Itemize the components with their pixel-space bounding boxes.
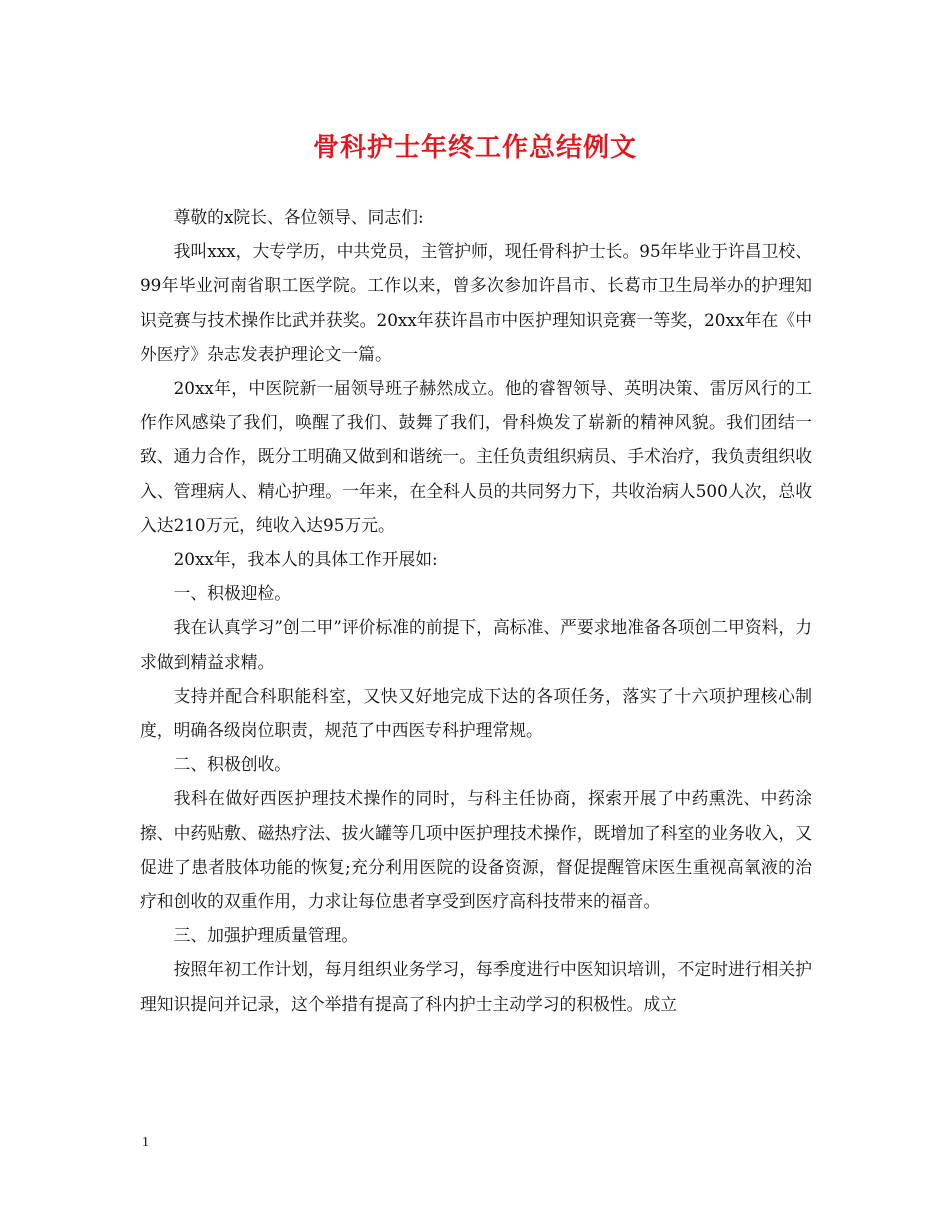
body-paragraph: 20xx年，中医院新一届领导班子赫然成立。他的睿智领导、英明决策、雷厉风行的工作作风感染了我们，唤醒了我们、鼓舞了我们，骨科焕发了崭新的精神风貌。我们团结一致、通力合作，既分工明确又做到和谐统一。主任负责组织病员、手术治疗，我负责组织收入、管理病人、精心护理。一年来，在全科人员的共同努力下，共收治病人500人次，总收入达210万元，纯收入达95万元。: [140, 378, 812, 535]
document-body: [140, 200, 812, 1021]
document-title: 骨科护士年终工作总结例文: [312, 133, 637, 163]
section-heading: 一、积极迎检。: [173, 583, 292, 604]
page-number: 1: [142, 1135, 149, 1150]
body-paragraph: 按照年初工作计划，每月组织业务学习，每季度进行中医知识培训，不定时进行相关护理知识提问并记录，这个举措有提高了科内护士主动学习的积极性。成立: [140, 959, 812, 1014]
section-heading: 二、积极创收。: [173, 754, 292, 775]
greeting-paragraph: 尊敬的x院长、各位领导、同志们:: [173, 207, 424, 227]
body-paragraph: 我科在做好西医护理技术操作的同时，与科主任协商，探索开展了中药熏洗、中药涂擦、中药贴敷、磁热疗法、拔火罐等几项中医护理技术操作，既增加了科室的业务收入，又促进了患者肢体功能的恢复;充分利用医院的设备资源，督促提醒管床医生重视高氧液的治疗和创收的双重作用，力求让每位患者享受到医疗高科技带来的福音。: [140, 788, 812, 912]
section-heading: 三、加强护理质量管理。: [173, 925, 359, 946]
body-paragraph: 我叫xxx，大专学历，中共党员，主管护师，现任骨科护士长。95年毕业于许昌卫校、99年毕业河南省职工医学院。工作以来，曾多次参加许昌市、长葛市卫生局举办的护理知识竞赛与技术操作比武并获奖。20xx年获许昌市中医护理知识竞赛一等奖，20xx年在《中外医疗》杂志发表护理论文一篇。: [140, 241, 812, 364]
body-paragraph: 支持并配合科职能科室，又快又好地完成下达的各项任务，落实了十六项护理核心制度，明确各级岗位职责，规范了中西医专科护理常规。: [140, 685, 812, 741]
body-paragraph: 我在认真学习”创二甲”评价标准的前提下，高标准、严要求地准备各项创二甲资料，力求做到精益求精。: [140, 617, 812, 672]
body-paragraph: 20xx年，我本人的具体工作开展如:: [173, 549, 438, 570]
